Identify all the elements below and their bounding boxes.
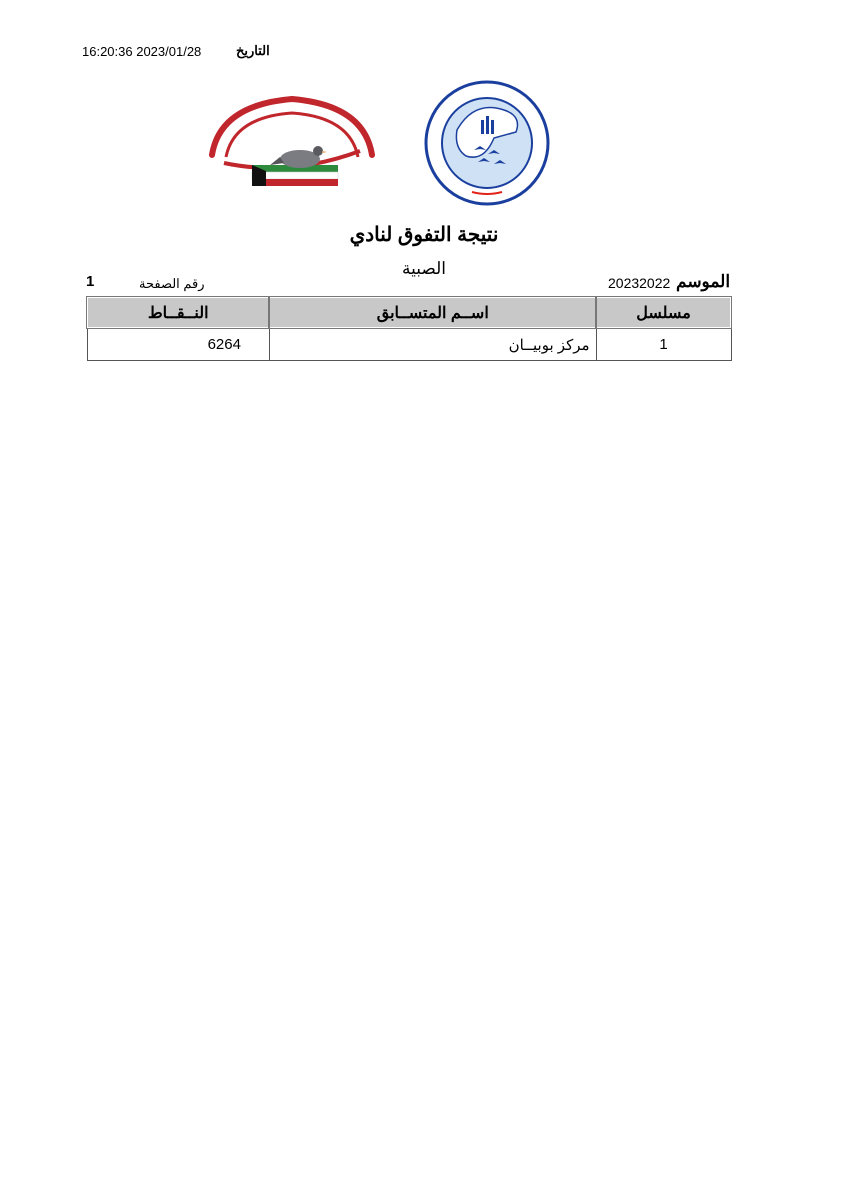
cell-points: 6264 (87, 328, 269, 361)
season-label: الموسم (676, 272, 731, 291)
table-row (87, 328, 731, 361)
report-title: نتيجة التفوق لنادي (349, 224, 499, 246)
cell-name: مركز بوبيــان (269, 328, 596, 361)
federation-seal (424, 80, 550, 206)
table-header-row (87, 297, 731, 328)
header-serial: مسلسل (596, 297, 731, 328)
cell-serial: 1 (596, 328, 731, 361)
header-points: النــقــاط (87, 297, 269, 328)
report-subtitle: الصبية (401, 259, 447, 278)
report-date-label: التاريخ (236, 43, 270, 58)
results-table (86, 296, 732, 361)
page-number-value: 1 (86, 273, 95, 290)
report-date: 16:20:36 2023/01/28 (82, 44, 202, 59)
club-logo (200, 85, 384, 197)
page-number-label: رقم الصفحة (139, 276, 205, 291)
season-value: 20232022 (608, 275, 671, 291)
header-name: اســم المتســابق (269, 297, 596, 328)
